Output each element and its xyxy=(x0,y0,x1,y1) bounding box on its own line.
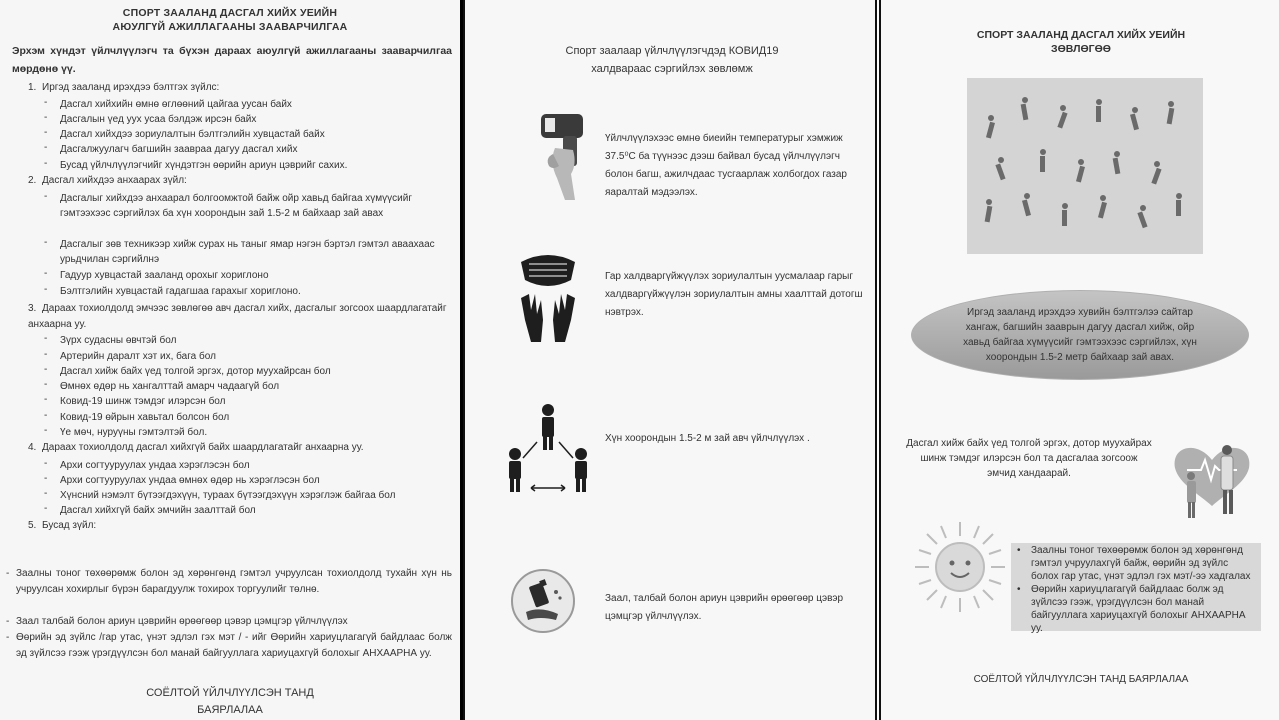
thermometer-icon xyxy=(535,108,587,205)
thanks-text: СОЁЛТОЙ ҮЙЛЧЛҮҮЛСЭН ТАНД БАЯРЛАЛАА xyxy=(973,674,1189,685)
note-box xyxy=(1011,543,1261,634)
advice-text: Заал, талбай болон ариун цэврийн өрөөгөөр цэвэр цэмцгэр үйлчлүүлэх. xyxy=(605,593,844,622)
advice-text: Үйлчлүүлэхээс өмнө биеийн температурыг хэмжиж 37.5⁰С ба түүнээс дээш байвал бусад үйлчлүүлэгч болон багш, ажилчдаас тусгаарлаж холбогдох газар яаралтай мэдээлэх. xyxy=(605,133,847,198)
advice-text: Гар халдваргүйжүүлэх зориулалтын уусмалаар гарыг халдваргүйжүүлэн зориулалтын амны хаалттай дотогш нэвтрэх. xyxy=(605,271,863,318)
social-distance-icon xyxy=(505,402,591,499)
warning-text: Дасгал хийж байх үед толгой эргэх, дотор муухайрах шинж тэмдэг илэрсэн бол та дасгалаа зогсоож эмчид хандаарай. xyxy=(906,438,1152,479)
page-title xyxy=(465,42,877,78)
mask-gloves-icon xyxy=(515,250,581,351)
page-title-line2: халдвараас сэргийлэх зөвлөмж xyxy=(591,63,753,75)
exercise-advice-page xyxy=(879,0,1279,720)
thanks-line2: БАЯРЛАЛАА xyxy=(197,704,263,716)
page-title-line2: ЗӨВЛӨГӨӨ xyxy=(1051,43,1111,55)
cleaning-icon xyxy=(510,568,576,639)
page-title-line1: СПОРТ ЗААЛАНД ДАСГАЛ ХИЙХ УЕИЙН xyxy=(122,7,338,19)
page-title-line2: АЮУЛГҮЙ АЖИЛЛАГААНЫ ЗААВАРЧИЛГАА xyxy=(112,21,348,33)
advice-ellipse xyxy=(911,290,1249,380)
section-title: 5. Бусад зүйл: xyxy=(28,520,97,531)
intro-text: Эрхэм хүндэт үйлчлүүлэгч та бүхэн дараах аюулгүй ажиллагааны зааварчилгаа мөрдөнө үү. xyxy=(12,45,452,75)
section-title: 3. Дараах тохиолдолд эмчээс зөвлөгөө авч дасгал хийх, дасгалыг зогсоох шаардлагатайг анхаарна уу. xyxy=(28,303,447,330)
section-title: 4. Дараах тохиолдолд дасгал хийхгүй байх шаардлагатайг анхаарна уу. xyxy=(28,442,364,453)
list-item: • Өөрийн хариуцлагагүй байдлаас болж эд зүйлсээ гээж, үрэгдүүлсэн бол манай байгууллага хариуцахгүй болохыг АНХААРНА уу. xyxy=(1017,584,1246,634)
section-title: 1. Иргэд зааланд ирэхдээ бэлтгэх зүйлс: xyxy=(28,82,220,93)
page-title-line1: СПОРТ ЗААЛАНД ДАСГАЛ ХИЙХ УЕИЙН xyxy=(976,29,1186,41)
instructions-page: СПОРТ ЗААЛАНД ДАСГАЛ ХИЙХ УЕИЙН АЮУЛГҮЙ АЖИЛЛАГААНЫ ЗААВАРЧИЛГАА Эрхэм хүндэт үйлчлүүлэгч та бүхэн дараах аюулгүй ажиллагааны зааварчилгаа мөрдөнө үү. 1. Иргэд зааланд ирэхдээ бэлтгэх зүйлс: - Дасгал хийхийн өмнө өглөөний цайгаа уусан байх - Дасгалын үед уух усаа бэлдэж ирсэн байх - Дасгал хийхдээ зориулалтын бэлтгэлийн хувцастай байх - Дасгалжуулагч багшийн заавраа дагуу дасгал хийх - Бусад үйлчлүүлэгчийг хүндэтгэн өөрийн ариун цэврийг сахих. 2. Дасгал хийхдээ анхаарах зүйл: - Дасгалыг хийхдээ анхаарал болгоомжтой байж ойр хавьд байгаа хүмүүсийг гэмтээхээс сэргийлэх ба хүн хоорондын зай 1.5-2 м байхаар зай авах - Дасгалыг зөв техникээр хийж сурах нь таныг ямар нэгэн бэртэл гэмтэл аваахаас урьдчилан сэргийлнэ - Гадуур хувцастай зааланд орохыг хориглоно - Бэлтгэлийн хувцастай гадагшаа гарахыг хориглоно. 3. Дараах тохиолдолд эмчээс зөвлөгөө авч дасгал хийх, дасгалыг зогсоох шаардлагатайг анхаарна уу. - Зүрх судасны өвчтэй бол - Артерийн даралт хэт их, бага бол - Дасгал хийж байх үед толгой эргэх, дотор муухайрсан бол - Өмнөх өдөр нь хангалттай амарч чадаагүй бол - Ковид-19 шинж тэмдэг илэрсэн бол - Ковид-19 өйрын хавьтал болсон бол - Үе мөч, нуруүны гэмтэлтэй бол. 4. Дараах тохиолдолд дасгал хийхгүй байх шаардлагатайг анхаарна уу. - Архи согтууруулах ундаа хэрэглэсэн бол - Архи согтууруулах ундаа өмнөх өдөр нь хэрэглэсэн бол - Хүнсний нэмэлт бүтээгдэхүүн, тураах бүтээгдэхүүн хэрэглэж байгаа бол - Дасгал хийхгүй байх эмчийн заалттай бол 5. Бусад зүйл: - Заалны тоног төхөөрөмж болон эд хөрөнгөнд гэмтэл учруулсан тохиолдолд тухайн хүн нь учруулсан хохирлыг бүрэн барагдуулж тохирох торгуулийг төлнө. - Заал талбай болон ариун цэврийн өрөөгөөр цэвэр цэмцгэр үйлчлүүлэх - Өөрийн эд зүйлс /гар утас, үнэт эдлэл гэх мэт / - ийг Өөрийн хариуцлагагүй байдлаас болж эд зүйлсээ гээж үрэгдүүлсэн бол манай байгууллага хариуцахгүй болохыг АНХААРНА уу. СОЁЛТОЙ ҮЙЛЧЛҮҮЛСЭН ТАНД БАЯРЛАЛАА xyxy=(0,0,460,720)
advice-ellipse-text: Иргэд зааланд ирэхдээ хувийн бэлтгэлээ сайтар хангаж, багшийн зааврын дагуу дасгал хийж, ойр хавьд байгаа хүмүүсийг гэмтээхээс сэргийлэх, хүн хоорондын 1.5-2 метр байхаар зай авах. xyxy=(963,307,1197,363)
exercise-people-image xyxy=(967,78,1203,254)
list-item: • Заалны тоног төхөөрөмж болон эд хөрөнгөнд гэмтэл учруулахгүй байж, өөрийн эд зүйлс болох гар утас, үнэт эдлэл гэх мэт/-ээ хадгалах xyxy=(1017,545,1251,582)
advice-text: Хүн хоорондын 1.5-2 м зай авч үйлчлүүлэх . xyxy=(605,433,810,444)
thanks-line1: СОЁЛТОЙ ҮЙЛЧЛҮҮЛСЭН ТАНД xyxy=(146,687,314,699)
page-title xyxy=(881,28,1279,56)
page-title-line1: Спорт заалаар үйлчлүүлэгчдэд КОВИД19 xyxy=(565,45,779,57)
sun-icon xyxy=(913,520,1007,619)
heart-doctor-icon xyxy=(1157,416,1267,527)
section-title: 2. Дасгал хийхдээ анхаарах зүйл: xyxy=(28,175,187,186)
covid-advice-page xyxy=(463,0,877,720)
